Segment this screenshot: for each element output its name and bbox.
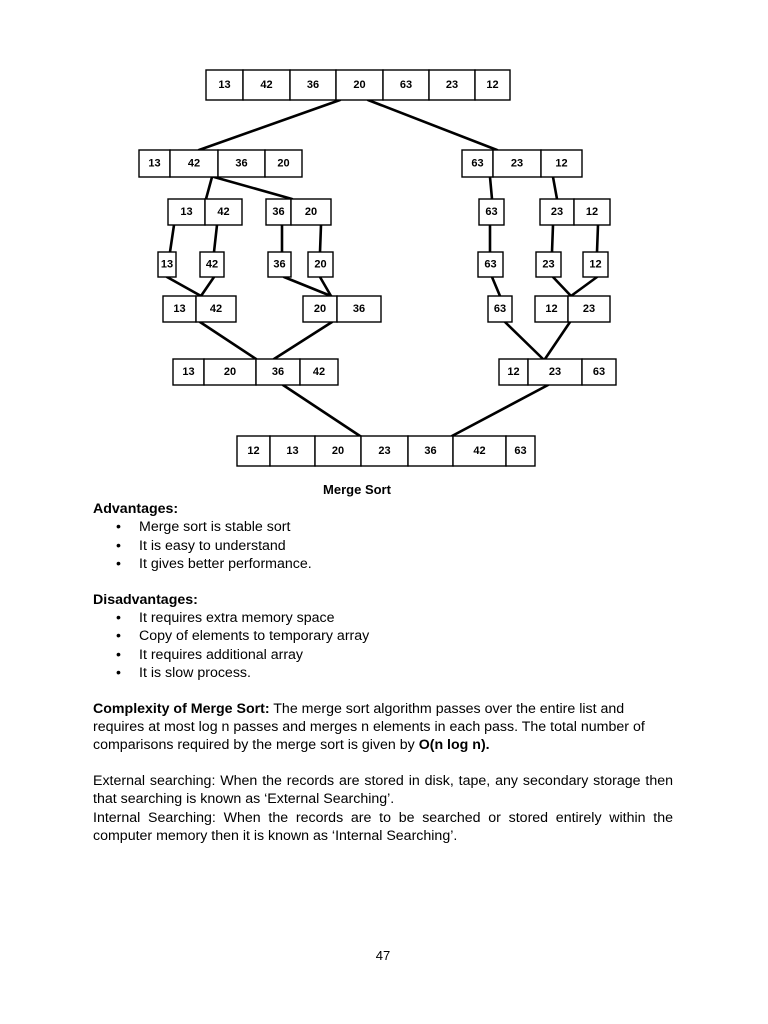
cell-value: 36 [306,79,320,91]
array-box [163,296,236,322]
array-box [479,199,504,225]
advantage-item: • It gives better performance. [93,555,673,573]
cell-value: 63 [484,258,497,271]
merge-sort-diagram [0,0,768,480]
cell-value: 12 [589,258,602,271]
connector-line [274,322,332,359]
disadvantages-list [93,609,673,683]
array-box [308,252,333,277]
connector-line [597,225,598,252]
cell-value: 13 [148,157,161,170]
array-box [536,252,561,277]
cell-value: 63 [485,206,498,218]
connector-line [199,100,340,150]
connector-line [545,322,570,359]
disadvantage-item: • Copy of elements to temporary array [93,627,673,645]
array-box [540,199,610,225]
connector-line [200,322,256,359]
array-box [158,252,176,277]
connector-line [505,322,543,359]
complexity-text: The merge sort algorithm passes over the entire list and requires at most log n passes and merges n elements in each pass. The total number of comparisons required by the merge sort is given by [93,700,645,754]
cell-value: 23 [542,258,555,271]
cell-value: 63 [399,79,413,91]
array-box [462,150,582,177]
cell-value: 20 [313,303,327,315]
array-box [168,199,242,225]
cell-value: 12 [247,445,260,457]
connector-line [201,277,214,296]
connector-line [452,385,548,436]
cell-value: 13 [286,445,299,457]
cell-value: 13 [173,303,186,315]
cell-value: 12 [486,79,499,91]
page-number: 47 [375,948,391,963]
complexity-paragraph [93,700,673,755]
disadvantage-item: • It requires additional array [93,646,673,664]
cell-value: 12 [545,303,558,315]
cell-value: 20 [314,258,327,271]
array-box [237,436,535,466]
array-boxes [139,70,616,466]
connector-line [170,225,174,252]
connector-line [490,177,492,199]
diagram-caption: Merge Sort [323,482,391,497]
cell-value: 23 [550,206,564,218]
connector-line [214,177,292,199]
cell-value: 20 [223,366,237,378]
array-box [268,252,291,277]
internal-searching-paragraph: Internal Searching: When the records are to be searched or stored entirely within the computer memory then it is known as ‘Internal Searching’. [93,809,673,845]
array-box [583,252,608,277]
cell-value: 36 [352,303,366,315]
cell-value: 13 [160,258,174,271]
cell-value: 36 [271,366,285,378]
cell-value: 36 [424,445,437,457]
cell-value: 23 [548,366,562,378]
cell-value: 42 [205,258,219,271]
connector-line [284,277,331,296]
cell-value: 36 [273,258,286,271]
cell-value: 42 [217,206,230,218]
array-box [478,252,503,277]
complexity-formula: O(n log n). [418,737,490,754]
array-box [499,359,616,385]
connector-line [553,177,557,199]
cell-value: 63 [592,366,606,378]
external-searching-paragraph: External searching: When the records are stored in disk, tape, any secondary storage then that searching is known as ‘External Searching’. [93,772,673,808]
cell-value: 42 [187,157,201,170]
cell-value: 42 [473,445,486,457]
connector-line [206,177,212,199]
array-box [173,359,338,385]
connector-line [214,225,217,252]
cell-value: 12 [507,366,520,378]
cell-value: 20 [353,79,366,91]
cell-value: 20 [331,445,345,457]
connector-line [283,385,360,436]
advantage-item: • Merge sort is stable sort [93,518,673,536]
complexity-label: Complexity of Merge Sort: [93,700,270,717]
cell-value: 12 [585,206,599,218]
array-box [139,150,302,177]
cell-value: 23 [378,445,391,457]
disadvantage-item: • It requires extra memory space [93,609,673,627]
cell-value: 13 [180,206,193,218]
connector-line [167,277,201,296]
cell-value: 63 [471,157,484,170]
cell-value: 42 [260,79,273,91]
cell-value: 20 [277,157,290,170]
connector-line [571,277,597,296]
page-content [93,500,673,846]
array-box [206,70,510,100]
cell-value: 36 [272,206,285,218]
array-box [266,199,331,225]
cell-value: 23 [445,79,459,91]
cell-value: 63 [493,303,507,315]
disadvantages-heading: Disadvantages: [93,591,198,608]
connector-line [368,100,497,150]
advantages-section [93,500,673,574]
cell-value: 42 [312,366,326,378]
cell-value: 13 [182,366,195,378]
advantage-item: • It is easy to understand [93,537,673,555]
array-box [303,296,381,322]
array-box [535,296,610,322]
connector-line [492,277,500,296]
cell-value: 13 [218,79,231,91]
cell-value: 23 [582,303,596,315]
array-box [488,296,512,322]
array-box [200,252,224,277]
connector-line [552,225,553,252]
cell-value: 63 [514,445,527,457]
cell-value: 12 [555,157,568,170]
disadvantages-section [93,591,673,683]
connector-line [320,225,321,252]
advantages-heading: Advantages: [93,501,179,517]
cell-value: 23 [510,157,524,170]
connector-line [553,277,571,296]
cell-value: 20 [304,206,318,218]
cell-value: 42 [209,303,223,315]
cell-value: 36 [235,157,248,170]
advantages-list [93,518,673,573]
disadvantage-item: • It is slow process. [93,664,673,682]
